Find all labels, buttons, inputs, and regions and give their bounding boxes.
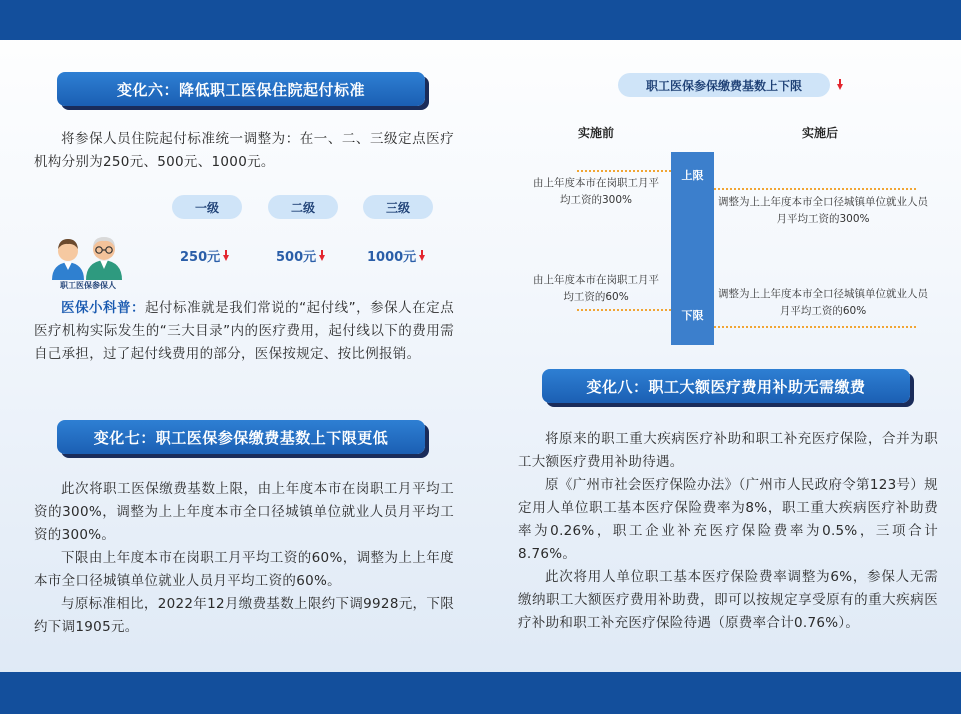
- section6-title: 变化六：降低职工医保住院起付标准: [57, 72, 425, 106]
- level-1-pill: 一级: [172, 195, 242, 219]
- upper-limit-label: 上限: [681, 169, 704, 182]
- science-label: 医保小科普：: [61, 300, 146, 316]
- section8-title: 变化八：职工大额医疗费用补助无需缴费: [542, 369, 910, 403]
- before-lower-line: [577, 309, 671, 311]
- after-label: 实施后: [802, 126, 839, 140]
- after-lower-line: [714, 326, 916, 328]
- science-text: 起付标准就是我们常说的“起付线”，参保人在定点医疗机构实际发生的“三大目录”内的医疗费用，起付线以下的费用需自己承担，过了起付线费用的部分，医保按规定、按比例报销。: [34, 300, 454, 362]
- top-banner: [0, 0, 961, 40]
- level-3-pill: 三级: [363, 195, 433, 219]
- before-lower-text: 由上年度本市在岗职工月平均工资的60%: [533, 274, 659, 303]
- after-lower-text: 调整为上上年度本市全口径城镇单位就业人员月平均工资的60%: [718, 288, 928, 317]
- section8-para-1: 将原来的职工重大疾病医疗补助和职工补充医疗保险，合并为职工大额医疗费用补助待遇。: [518, 431, 938, 470]
- section7-title: 变化七：职工医保参保缴费基数上下限更低: [57, 420, 425, 454]
- level-3-amount-text: 1000元: [367, 250, 417, 265]
- section7-para-3: 与原标准相比，2022年12月缴费基数上限约下调9928元，下限约下调1905元。: [34, 596, 454, 635]
- section6-intro: 将参保人员住院起付标准统一调整为：在一、二、三级定点医疗机构分别为250元、500元、1000元。: [34, 131, 454, 170]
- after-upper-line: [714, 188, 916, 190]
- level-2-pill: 二级: [268, 195, 338, 219]
- science-paragraph: [34, 297, 454, 366]
- level-3-amount: [367, 246, 425, 265]
- section8-para-3: 此次将用人单位职工基本医疗保险费率调整为6%，参保人无需缴纳职工大额医疗费用补助费，即可以按规定享受原有的重大疾病医疗补助和职工补充医疗保险待遇（原费率合计0.76%）。: [518, 569, 938, 631]
- down-arrow-icon: [419, 250, 425, 261]
- before-upper-text: 由上年度本市在岗职工月平均工资的300%: [533, 177, 659, 206]
- down-arrow-icon: [223, 250, 229, 261]
- level-1-amount: [180, 246, 229, 265]
- level-2-amount-text: 500元: [276, 250, 317, 265]
- bottom-banner: [0, 672, 961, 714]
- after-upper-text: 调整为上上年度本市全口径城镇单位就业人员月平均工资的300%: [718, 196, 928, 225]
- down-arrow-icon: [837, 79, 843, 90]
- before-upper-line: [577, 170, 671, 172]
- level-2-amount: [276, 246, 325, 265]
- section8-para-2: 原《广州市社会医疗保险办法》（广州市人民政府令第123号）规定用人单位职工基本医疗保险费率为8%，职工重大疾病医疗补助费率为0.26%，职工企业补充医疗保险费率为0.5%，三项合计8.76%。: [518, 477, 938, 562]
- diagram-title: [618, 73, 830, 97]
- section7-para-1: 此次将职工医保缴费基数上限，由上年度本市在岗职工月平均工资的300%，调整为上上年度本市全口径城镇单位就业人员月平均工资的300%。: [34, 481, 454, 543]
- down-arrow-icon: [319, 250, 325, 261]
- level-1-amount-text: 250元: [180, 250, 221, 265]
- section7-para-2: 下限由上年度本市在岗职工月平均工资的60%，调整为上上年度本市全口径城镇单位就业人员月平均工资的60%。: [34, 550, 454, 589]
- insured-people-icon: [50, 232, 126, 280]
- before-label: 实施前: [578, 126, 615, 140]
- diagram-title-text: 职工医保参保缴费基数上下限: [645, 78, 802, 93]
- people-label: 职工医保参保人: [60, 281, 116, 290]
- lower-limit-label: 下限: [681, 309, 704, 322]
